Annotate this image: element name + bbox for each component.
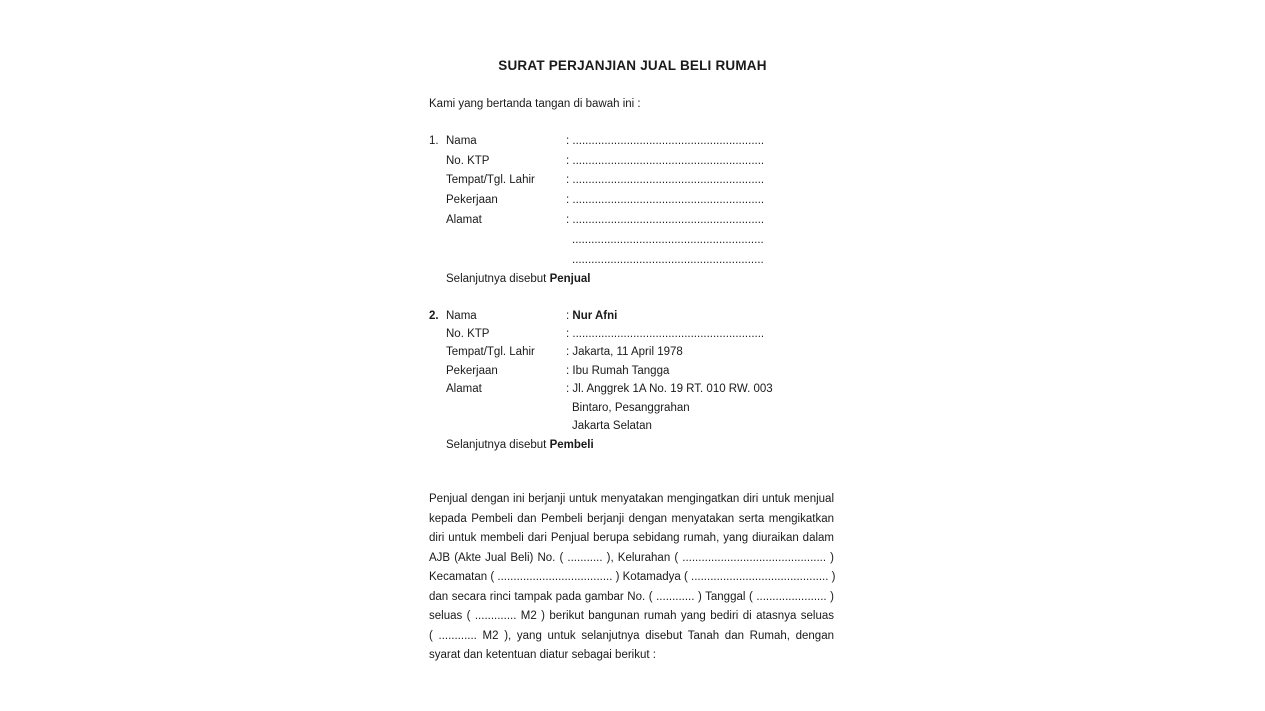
party-2-address-line-2: Bintaro, Pesanggrahan xyxy=(572,402,690,414)
party-2-job-value: : Ibu Rumah Tangga xyxy=(566,365,670,377)
paragraph-line: syarat dan ketentuan diatur sebagai berikut : xyxy=(429,649,656,661)
party-2-address-label: Alamat xyxy=(446,383,482,395)
party-2-birth-value: : Jakarta, 11 April 1978 xyxy=(566,346,683,358)
party-2-role-note xyxy=(446,439,594,451)
party-2-ktp-value: : ............................................................ xyxy=(566,328,765,340)
party-2-role-prefix: Selanjutnya disebut xyxy=(446,439,550,451)
paragraph-line: AJB (Akte Jual Beli) No. ( ........... ), Kelurahan ( ............................................. ) xyxy=(429,551,834,564)
party-1-address-value: : ............................................................ xyxy=(566,214,765,226)
document-title: SURAT PERJANJIAN JUAL BELI RUMAH xyxy=(498,58,767,73)
party-1-birth-label: Tempat/Tgl. Lahir xyxy=(446,174,535,186)
party-2-name-label: Nama xyxy=(446,310,477,322)
party-2-birth-label: Tempat/Tgl. Lahir xyxy=(446,346,535,358)
party-1-address-line-2: ............................................................ xyxy=(572,234,764,246)
party-1-name-value: : ............................................................ xyxy=(566,135,765,147)
party-1-ktp-label: No. KTP xyxy=(446,155,490,167)
party-1-role-prefix: Selanjutnya disebut xyxy=(446,273,550,285)
paragraph-line: Penjual dengan ini berjanji untuk menyatakan mengingatkan diri untuk menjual xyxy=(429,493,834,505)
party-2-ktp-label: No. KTP xyxy=(446,328,490,340)
party-1-ktp-value: : ............................................................ xyxy=(566,155,765,167)
intro-text: Kami yang bertanda tangan di bawah ini : xyxy=(429,98,641,110)
party-2-name-value xyxy=(566,310,617,322)
party-1-birth-value: : ............................................................ xyxy=(566,174,765,186)
agreement-paragraph xyxy=(429,490,834,666)
paragraph-line: Kecamatan ( .................................... ) Kotamadya ( ........................................... ) xyxy=(429,571,836,583)
party-2-address-value: : Jl. Anggrek 1A No. 19 RT. 010 RW. 003 xyxy=(566,383,773,395)
party-2-address-line-3: Jakarta Selatan xyxy=(572,420,652,432)
party-2-number: 2. xyxy=(429,310,439,322)
paragraph-line: ( ............ M2 ), yang untuk selanjutnya disebut Tanah dan Rumah, dengan xyxy=(429,629,834,642)
party-1-job-value: : ............................................................ xyxy=(566,194,765,206)
party-1-address-line-3: ............................................................ xyxy=(572,254,764,266)
party-1-job-label: Pekerjaan xyxy=(446,194,498,206)
party-1-role-note xyxy=(446,273,590,285)
party-2-name: Nur Afni xyxy=(572,310,618,322)
paragraph-line: diri untuk membeli dari Penjual berupa sebidang rumah, yang diuraikan dalam xyxy=(429,532,834,544)
party-2-role: Pembeli xyxy=(549,439,594,451)
party-1-role: Penjual xyxy=(549,273,591,285)
party-2-job-label: Pekerjaan xyxy=(446,365,498,377)
party-1-name-label: Nama xyxy=(446,135,477,147)
paragraph-line: seluas ( ............. M2 ) berikut bangunan rumah yang bediri di atasnya seluas xyxy=(429,610,834,622)
party-1-number: 1. xyxy=(429,135,439,147)
party-1-address-label: Alamat xyxy=(446,214,482,226)
party-2-name-colon: : xyxy=(566,310,573,322)
paragraph-line: kepada Pembeli dan Pembeli berjanji dengan menyatakan serta mengikatkan xyxy=(429,512,834,525)
paragraph-line: dan secara rinci tampak pada gambar No. ( ............ ) Tanggal ( ...................... ) xyxy=(429,590,834,603)
